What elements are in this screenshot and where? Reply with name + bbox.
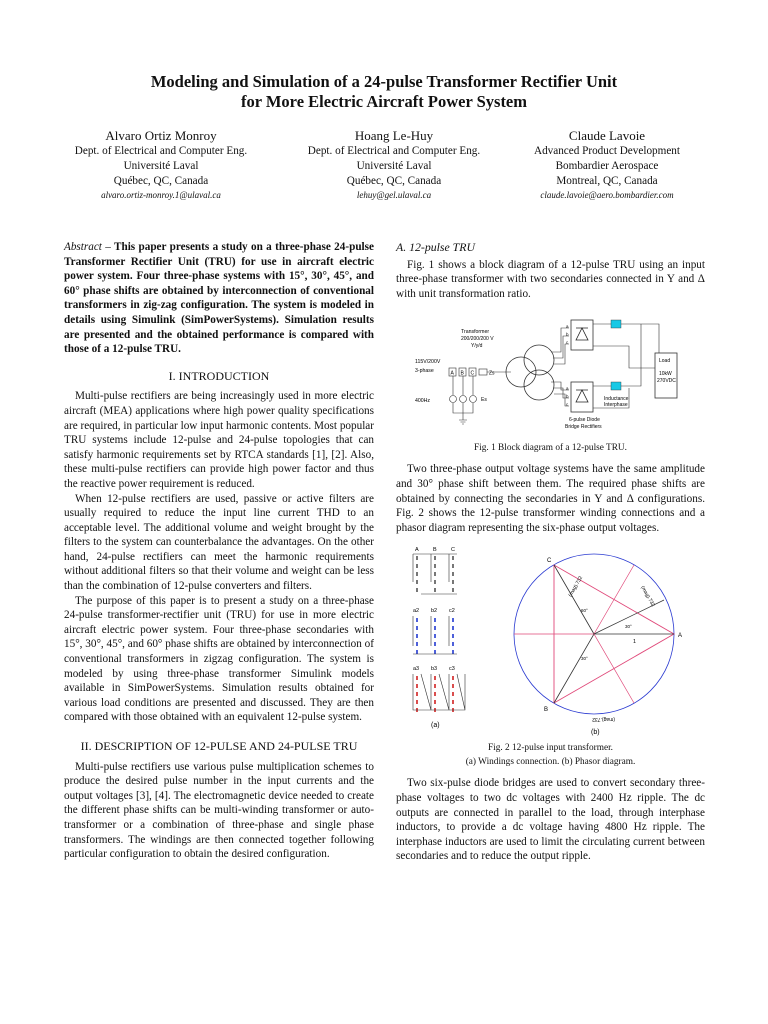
figure-2 <box>396 542 705 738</box>
fig2-label-c3: c3 <box>448 666 455 673</box>
fig1-label-es: Es <box>480 397 487 404</box>
author-email[interactable]: alvaro.ortiz-monroy.1@ulaval.ca <box>101 190 221 200</box>
author-block-3 <box>492 127 722 202</box>
fig2-label-c2: c2 <box>448 608 455 615</box>
fig1-source-voltage: 115V/200V <box>414 359 440 366</box>
author-name: Alvaro Ortiz Monroy <box>105 128 217 143</box>
fig1-bridge-lower <box>571 382 593 412</box>
figure-2-caption-line-2: (a) Windings connection. (b) Phasor diagram. <box>465 757 636 768</box>
fig2-mag-label-2: (mag).732 <box>638 585 656 609</box>
section-heading-introduction: I. INTRODUCTION <box>168 368 270 383</box>
fig2-subfigure-b-label: (b) <box>590 729 600 737</box>
fig1-ground-symbol <box>459 420 467 424</box>
fig1-load-voltage: 270VDC <box>656 378 676 385</box>
author-name: Claude Lavoie <box>568 128 646 143</box>
figure-2-caption-line-1: Fig. 2 12-pulse input transformer. <box>488 743 613 754</box>
fig1-bridge-upper <box>571 320 593 350</box>
paragraph: Multi-pulse rectifiers are being increasingly used in more electric aircraft (MEA) applications where high power quality specifications are required, in particular low input harmonic contents. Most popular TRU systems include 12-pulse and 24-pulse topologies that can satisfy harmonic requirements set by RTCA standards [1], [2]. Also, these multi-pulse rectifiers can provide high power factor and thus the reactive power requirement is reduced. <box>64 390 374 490</box>
fig2-windings <box>413 547 465 729</box>
fig2-label-a2: a2 <box>412 608 419 615</box>
fig1-label-zs: Zs <box>488 370 495 377</box>
fig2-angle-label-1: 60° <box>580 608 588 614</box>
author-org: Université Laval <box>356 160 432 172</box>
author-dept: Dept. of Electrical and Computer Eng. <box>74 145 248 157</box>
fig2-phasor-C: C <box>546 558 551 565</box>
fig1-source-frequency: 400Hz <box>414 398 430 405</box>
fig1-source-wiring <box>453 376 473 420</box>
fig2-label-C: C <box>450 547 455 554</box>
fig1-interphase-inductor-lower <box>611 382 621 390</box>
fig1-upper-a: a <box>565 324 569 330</box>
author-org: Université Laval <box>123 160 199 172</box>
fig1-source-a <box>449 396 456 403</box>
fig1-label-A: A <box>450 370 454 377</box>
fig1-source-phase: 3-phase <box>414 368 434 375</box>
fig1-lower-c: c <box>565 402 568 408</box>
fig1-source-c <box>469 396 476 403</box>
fig1-lower-b: b <box>565 394 569 400</box>
fig2-phasor-B: B <box>543 707 548 714</box>
fig1-transformer-label: Transformer <box>460 329 489 336</box>
paragraph: Two six-pulse diode bridges are used to convert secondary three-phase voltages to two dc voltages with 2400 Hz ripple. The dc outputs are connected in parallel to the load, through interphase inductors, to provide a dc voltage having 4800 Hz ripple. The interphase inductors are used to limit the circulating current between secondaries and to reduce the output ripple. <box>396 777 705 863</box>
figure-1-caption: Fig. 1 Block diagram of a 12-pulse TRU. <box>474 443 627 454</box>
fig2-label-b2: b2 <box>430 608 437 615</box>
fig1-bridge-label-1: 6-pulse Diode <box>568 417 600 424</box>
fig1-upper-c: c <box>565 340 568 346</box>
paragraph: The purpose of this paper is to present a study on a three-phase 24-pulse transformer-rectifier unit (TRU) for use in more electric aircraft electric power system. Four three-phase secondaries with 15°, 30°, 45°, and 60° phase shifts are obtained by interconnection of conventional transformers in zigzag configuration. The system is modeled by using three-phase transformer Simulink models available in SimPowerSystems. Simulation results obtained for various load conditions are presented and discussed. They are then compared with those obtained with an equivalent 12-pulse system. <box>64 594 374 724</box>
fig1-transformer-connection: Y/y/d <box>470 343 482 350</box>
fig1-label-B: B <box>460 370 464 377</box>
fig2-angle-label-2: 30° <box>624 624 632 630</box>
fig2-mag-label-1: (mag).732 <box>567 575 584 599</box>
abstract-label: Abstract – <box>64 241 111 253</box>
fig1-inductance-label-2: Interphase <box>603 402 628 409</box>
fig2-subfigure-a-label: (a) <box>430 722 440 730</box>
author-block-1 <box>46 127 276 202</box>
figure-1-block-diagram <box>401 308 701 438</box>
author-name: Hoang Le-Huy <box>354 128 434 143</box>
fig1-load-label: Load <box>658 358 670 365</box>
paragraph: Two three-phase output voltage systems have the same amplitude and 30° phase shift between them. The required phase shifts are obtained by connecting the secondaries in Y and Δ configurations. Fig. 2 shows the 12-pulse transformer winding connections and a phasor diagram representing the six-phase output voltages. <box>396 463 705 534</box>
author-block-2 <box>279 127 509 202</box>
author-email[interactable]: claude.lavoie@aero.bombardier.com <box>540 190 674 200</box>
author-dept: Advanced Product Development <box>533 145 681 157</box>
fig2-label-A: A <box>414 547 419 554</box>
title-line-1: Modeling and Simulation of a 24-pulse Transformer Rectifier Unit <box>150 72 618 91</box>
fig1-upper-b: b <box>565 332 569 338</box>
fig1-bridge-label-2: Bridge Rectifiers <box>564 424 602 431</box>
left-column <box>64 240 374 862</box>
fig1-output-wiring <box>621 324 659 398</box>
fig2-label-a3: a3 <box>412 666 419 673</box>
author-city: Québec, QC, Canada <box>346 175 442 187</box>
paragraph: Multi-pulse rectifiers use various pulse multiplication schemes to produce the desired pulse number in the input currents and the output voltages [3], [4]. The electromagnetic device needed to create the different phase shifts can be multi-winding transformer or auto-transformer or a combination of three-phase and single phase transformers. The windings are then connected together following particular configuration to obtain the desired configuration. <box>64 760 374 861</box>
author-dept: Dept. of Electrical and Computer Eng. <box>307 145 481 157</box>
paragraph: When 12-pulse rectifiers are used, passive or active filters are usually required to reduce the input line current THD to an acceptable level. The additional volume and weight brought by the filters to the system can counterbalance the advantages. On the other hand, 24-pulse rectifiers can meet the harmonic requirements without additional filters so that their volume and weight can be less than the combination of 12-pulse converters and filters. <box>64 492 374 593</box>
author-city: Québec, QC, Canada <box>113 175 209 187</box>
subsection-heading-12-pulse: A. 12-pulse TRU <box>396 240 475 254</box>
fig2-label-B: B <box>432 547 437 554</box>
fig2-delta-wiring <box>413 674 465 710</box>
right-column <box>396 240 705 864</box>
fig2-unit-label: 1 <box>632 639 636 646</box>
fig2-mag-label-3: (mag).732 <box>591 716 615 723</box>
fig1-inductance-label-1: Inductance <box>603 396 628 403</box>
paragraph: Fig. 1 shows a block diagram of a 12-pulse TRU using an input three-phase transformer with two secondaries connected in Y and Δ with unit transformation ratio. <box>396 258 705 300</box>
author-email[interactable]: lehuy@gel.ulaval.ca <box>356 190 432 200</box>
author-city: Montreal, QC, Canada <box>556 175 658 187</box>
fig1-zs-block <box>479 369 487 375</box>
fig1-transformer-rating: 200/200/200 V <box>460 336 494 343</box>
abstract-text: This paper presents a study on a three-phase 24-pulse Transformer Rectifier Unit (TRU) for use in aircraft electric power system. Four three-phase systems with 15°, 30°, 45°, and 60° phase shifts are obtained by interconnection of conventional transformers in zig-zag configuration. The system is modeled in details using Simulink (SimPowerSystems). Simulation results are presented and the obtained performance is compared with those of a 12-pulse TRU. <box>64 241 374 356</box>
fig2-angle-label-3: 30° <box>580 656 588 662</box>
fig2-label-b3: b3 <box>430 666 437 673</box>
author-org: Bombardier Aerospace <box>555 160 659 172</box>
fig1-load-power: 10kW <box>658 371 672 378</box>
section-heading-description: II. DESCRIPTION OF 12-PULSE AND 24-PULSE TRU <box>80 739 358 753</box>
fig1-label-C: C <box>470 370 474 377</box>
figure-2-windings-phasor <box>401 542 701 738</box>
title-line-2: for More Electric Aircraft Power System <box>240 92 528 111</box>
fig2-phasor-A: A <box>677 633 682 640</box>
fig2-phasor-diagram <box>514 554 682 736</box>
fig1-source-b <box>459 396 466 403</box>
fig1-interphase-inductor-upper <box>611 320 621 328</box>
fig1-transformer-secondary-y <box>524 345 554 375</box>
fig1-lower-a: a <box>565 386 569 392</box>
abstract <box>64 240 374 357</box>
figure-1 <box>396 308 705 438</box>
paper-title <box>40 72 728 112</box>
